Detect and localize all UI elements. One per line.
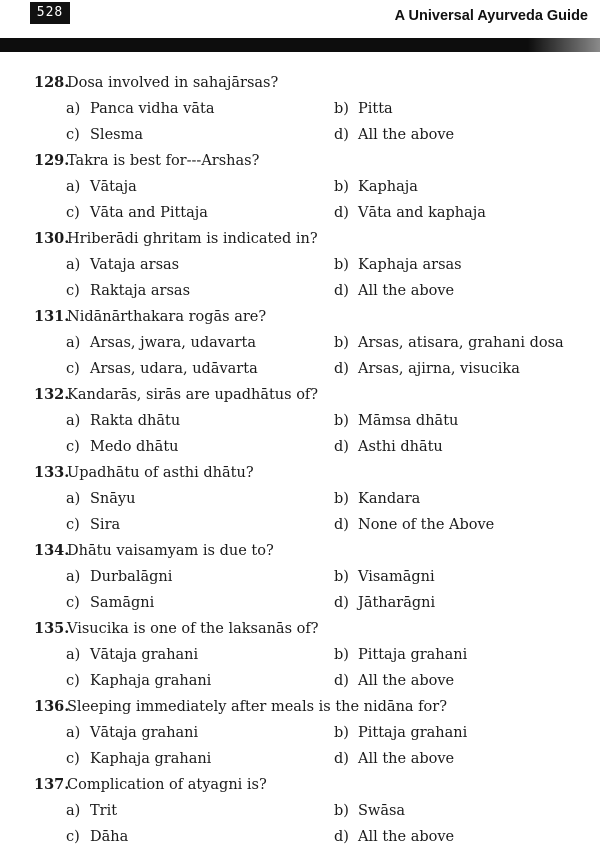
option-row xyxy=(0,200,600,226)
question-line xyxy=(0,382,600,408)
option-text: Kaphaja arsas xyxy=(358,257,462,273)
option-letter: d) xyxy=(334,517,349,533)
option-text: Slesma xyxy=(90,127,143,143)
option-text: Pittaja grahani xyxy=(358,725,468,741)
option-row xyxy=(0,668,600,694)
answer-option xyxy=(66,174,137,200)
option-letter: c) xyxy=(66,517,80,533)
answer-option xyxy=(66,590,154,616)
option-text: Jātharāgni xyxy=(358,595,436,611)
answer-option xyxy=(334,798,405,824)
option-row xyxy=(0,174,600,200)
question-block xyxy=(0,226,600,304)
option-letter: d) xyxy=(334,205,349,221)
option-letter: a) xyxy=(66,101,81,117)
option-letter: a) xyxy=(66,803,81,819)
question-line xyxy=(0,148,600,174)
book-title: A Universal Ayurveda Guide xyxy=(394,8,588,24)
option-text: Vāta and Pittaja xyxy=(90,205,208,221)
page-number: 528 xyxy=(30,2,70,24)
option-letter: b) xyxy=(334,101,349,117)
option-text: Rakta dhātu xyxy=(90,413,181,429)
question-number: 135. xyxy=(34,620,70,637)
option-letter: d) xyxy=(334,829,349,845)
option-text: All the above xyxy=(358,829,455,845)
option-row xyxy=(0,512,600,538)
option-text: Arsas, jwara, udavarta xyxy=(90,335,256,351)
option-letter: a) xyxy=(66,569,81,585)
question-line xyxy=(0,304,600,330)
option-text: Kaphaja grahani xyxy=(90,673,212,689)
answer-option xyxy=(66,486,135,512)
option-text: Snāyu xyxy=(90,491,136,507)
question-block xyxy=(0,772,600,850)
question-number: 129. xyxy=(34,152,70,169)
answer-option xyxy=(334,122,454,148)
question-text: Hriberādi ghritam is indicated in? xyxy=(67,231,318,247)
option-row xyxy=(0,356,600,382)
question-number: 128. xyxy=(34,74,70,91)
question-list xyxy=(0,70,600,850)
option-letter: d) xyxy=(334,751,349,767)
option-letter: d) xyxy=(334,673,349,689)
answer-option xyxy=(334,642,467,668)
option-row xyxy=(0,746,600,772)
option-text: Vātaja grahani xyxy=(90,725,199,741)
question-block xyxy=(0,70,600,148)
answer-option xyxy=(334,746,454,772)
option-letter: c) xyxy=(66,361,80,377)
option-row xyxy=(0,408,600,434)
answer-option xyxy=(334,512,494,538)
option-text: Samāgni xyxy=(90,595,155,611)
question-block xyxy=(0,694,600,772)
option-text: Pittaja grahani xyxy=(358,647,468,663)
answer-option xyxy=(334,356,520,382)
option-letter: b) xyxy=(334,803,349,819)
option-text: Arsas, ajirna, visucika xyxy=(358,361,520,377)
question-line xyxy=(0,538,600,564)
answer-option xyxy=(334,590,435,616)
question-line xyxy=(0,772,600,798)
answer-option xyxy=(66,798,117,824)
option-letter: b) xyxy=(334,725,349,741)
option-letter: c) xyxy=(66,283,80,299)
option-letter: b) xyxy=(334,257,349,273)
option-text: Raktaja arsas xyxy=(90,283,191,299)
answer-option xyxy=(334,408,458,434)
option-letter: c) xyxy=(66,205,80,221)
question-text: Sleeping immediately after meals is the nidāna for? xyxy=(67,699,447,715)
answer-option xyxy=(66,200,208,226)
option-row xyxy=(0,564,600,590)
answer-option xyxy=(334,278,454,304)
answer-option xyxy=(66,668,211,694)
question-text: Visucika is one of the laksanās of? xyxy=(67,621,319,637)
answer-option xyxy=(334,720,467,746)
question-text: Complication of atyagni is? xyxy=(67,777,267,793)
answer-option xyxy=(66,330,256,356)
option-text: Kaphaja grahani xyxy=(90,751,212,767)
option-text: Pitta xyxy=(358,101,393,117)
question-text: Upadhātu of asthi dhātu? xyxy=(67,465,254,481)
option-text: Visamāgni xyxy=(358,569,435,585)
header-rule xyxy=(0,38,600,52)
question-block xyxy=(0,148,600,226)
answer-option xyxy=(334,200,486,226)
option-row xyxy=(0,434,600,460)
question-block xyxy=(0,460,600,538)
option-text: Swāsa xyxy=(358,803,406,819)
option-letter: b) xyxy=(334,491,349,507)
question-line xyxy=(0,226,600,252)
question-line xyxy=(0,616,600,642)
option-letter: c) xyxy=(66,829,80,845)
question-text: Nidānārthakara rogās are? xyxy=(67,309,267,325)
question-number: 132. xyxy=(34,386,70,403)
answer-option xyxy=(334,434,443,460)
option-row xyxy=(0,642,600,668)
option-text: Arsas, atisara, grahani dosa xyxy=(358,335,564,351)
answer-option xyxy=(334,824,454,850)
option-text: Vāta and kaphaja xyxy=(358,205,486,221)
option-letter: a) xyxy=(66,179,81,195)
option-letter: d) xyxy=(334,595,349,611)
answer-option xyxy=(334,330,564,356)
option-letter: a) xyxy=(66,647,81,663)
question-text: Kandarās, sirās are upadhātus of? xyxy=(67,387,319,403)
option-row xyxy=(0,590,600,616)
option-row xyxy=(0,486,600,512)
option-text: Sira xyxy=(90,517,121,533)
option-letter: d) xyxy=(334,361,349,377)
question-line xyxy=(0,70,600,96)
option-row xyxy=(0,252,600,278)
option-letter: a) xyxy=(66,335,81,351)
option-row xyxy=(0,798,600,824)
option-text: Vātaja grahani xyxy=(90,647,199,663)
option-letter: a) xyxy=(66,257,81,273)
question-line xyxy=(0,460,600,486)
option-text: None of the Above xyxy=(358,517,495,533)
option-letter: b) xyxy=(334,647,349,663)
option-letter: c) xyxy=(66,673,80,689)
answer-option xyxy=(66,96,214,122)
question-block xyxy=(0,616,600,694)
option-letter: d) xyxy=(334,283,349,299)
option-text: Dāha xyxy=(90,829,129,845)
question-block xyxy=(0,538,600,616)
question-number: 137. xyxy=(34,776,70,793)
answer-option xyxy=(334,564,435,590)
option-text: Medo dhātu xyxy=(90,439,179,455)
answer-option xyxy=(66,720,198,746)
option-letter: a) xyxy=(66,725,81,741)
answer-option xyxy=(66,564,172,590)
answer-option xyxy=(66,512,120,538)
answer-option xyxy=(66,642,198,668)
answer-option xyxy=(334,486,420,512)
answer-option xyxy=(66,278,190,304)
option-row xyxy=(0,122,600,148)
option-text: Vātaja xyxy=(90,179,137,195)
question-number: 136. xyxy=(34,698,70,715)
option-text: All the above xyxy=(358,283,455,299)
answer-option xyxy=(66,122,143,148)
option-letter: c) xyxy=(66,751,80,767)
option-letter: d) xyxy=(334,439,349,455)
question-text: Dhātu vaisamyam is due to? xyxy=(67,543,274,559)
answer-option xyxy=(66,356,258,382)
option-text: Māmsa dhātu xyxy=(358,413,459,429)
option-text: Trit xyxy=(90,803,118,819)
answer-option xyxy=(66,408,180,434)
question-number: 130. xyxy=(34,230,70,247)
answer-option xyxy=(334,174,418,200)
option-text: Durbalāgni xyxy=(90,569,173,585)
option-letter: b) xyxy=(334,569,349,585)
question-number: 133. xyxy=(34,464,70,481)
answer-option xyxy=(66,434,178,460)
answer-option xyxy=(334,668,454,694)
answer-option xyxy=(66,824,128,850)
option-row xyxy=(0,824,600,850)
question-block xyxy=(0,382,600,460)
question-text: Takra is best for---Arshas? xyxy=(67,153,260,169)
option-letter: c) xyxy=(66,595,80,611)
question-block xyxy=(0,304,600,382)
option-text: Vataja arsas xyxy=(90,257,180,273)
option-letter: c) xyxy=(66,439,80,455)
option-letter: a) xyxy=(66,413,81,429)
option-text: Kaphaja xyxy=(358,179,418,195)
question-number: 131. xyxy=(34,308,70,325)
option-row xyxy=(0,278,600,304)
option-letter: d) xyxy=(334,127,349,143)
page-header xyxy=(0,0,600,55)
option-text: All the above xyxy=(358,673,455,689)
answer-option xyxy=(66,746,211,772)
option-text: Arsas, udara, udāvarta xyxy=(90,361,258,377)
option-letter: b) xyxy=(334,179,349,195)
option-text: All the above xyxy=(358,127,455,143)
option-text: Kandara xyxy=(358,491,421,507)
answer-option xyxy=(66,252,179,278)
question-text: Dosa involved in sahajārsas? xyxy=(67,75,279,91)
option-text: All the above xyxy=(358,751,455,767)
option-text: Asthi dhātu xyxy=(358,439,443,455)
option-row xyxy=(0,720,600,746)
option-row xyxy=(0,330,600,356)
answer-option xyxy=(334,96,393,122)
option-letter: a) xyxy=(66,491,81,507)
option-letter: b) xyxy=(334,413,349,429)
option-letter: c) xyxy=(66,127,80,143)
question-number: 134. xyxy=(34,542,70,559)
option-row xyxy=(0,96,600,122)
question-line xyxy=(0,694,600,720)
answer-option xyxy=(334,252,462,278)
option-text: Panca vidha vāta xyxy=(90,101,215,117)
option-letter: b) xyxy=(334,335,349,351)
